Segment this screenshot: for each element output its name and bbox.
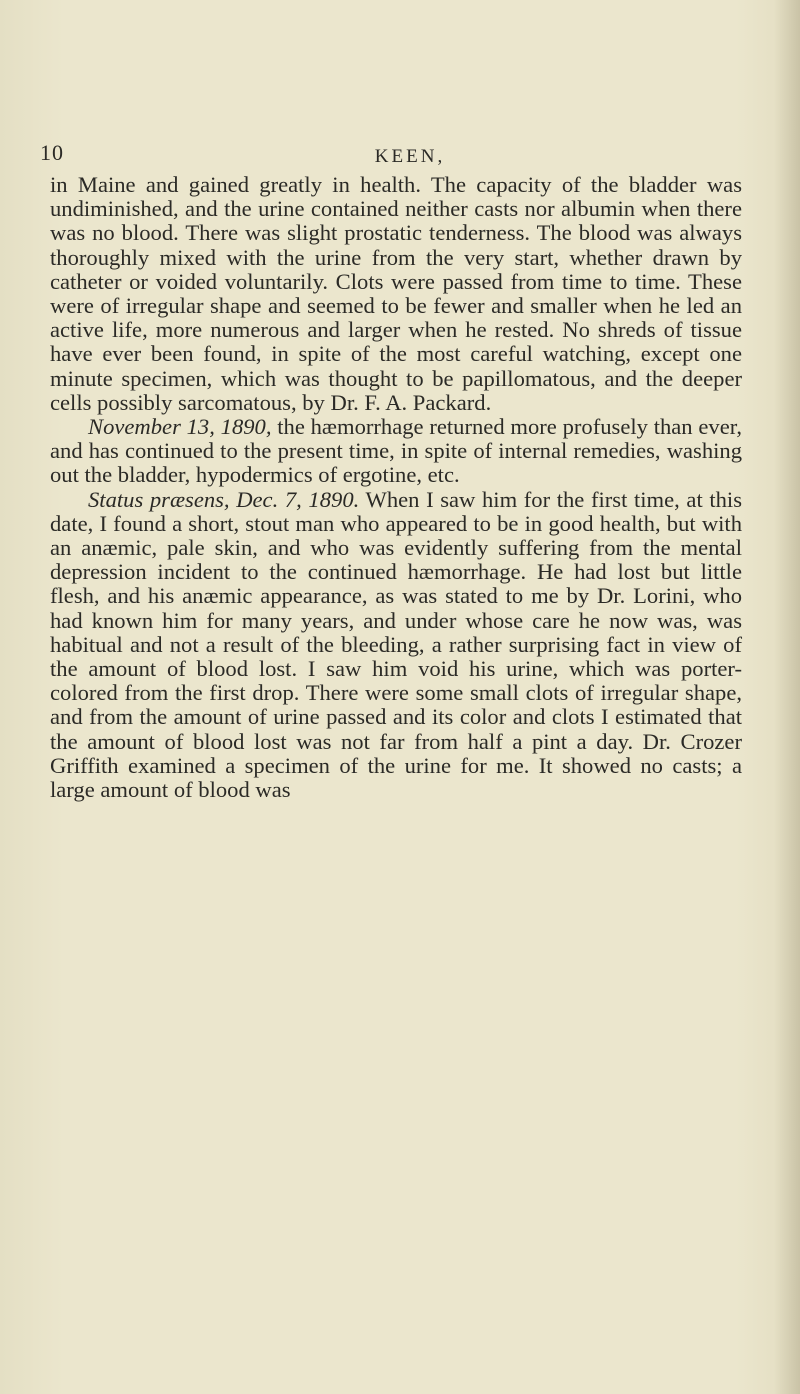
paragraph-continuation xyxy=(50,173,742,415)
paragraph-status-praesens xyxy=(50,488,742,803)
paragraph-lead-heading: Status præsens, Dec. 7, 1890. xyxy=(88,486,360,512)
paragraph-november xyxy=(50,415,742,488)
page-edge-shadow xyxy=(774,0,800,1394)
paragraph-text: in Maine and gained greatly in health. The capacity of the bladder was undiminished, and the urine contained neither casts nor albumin when there was no blood. There was slight prostatic tenderness. The blood was always thoroughly mixed with the urine from the very start, whether drawn by catheter or voided voluntarily. Clots were passed from time to time. These were of irregular shape and seemed to be fewer and smaller when he led an active life, more numerous and larger when he rested. No shreds of tissue have ever been found, in spite of the most careful watching, except one minute specimen, which was thought to be papillomatous, and the deeper cells possibly sarcomatous, by Dr. F. A. Packard. xyxy=(50,172,742,415)
running-head: KEEN, xyxy=(374,146,446,167)
paragraph-lead-date: November 13, 1890, xyxy=(88,414,272,440)
paragraph-text: the hæmorrhage returned more profusely than ever, and has continued to the present time, in spite of internal remedies, washing out the bladder, hypodermics of ergotine, etc. xyxy=(50,414,742,488)
page-header xyxy=(40,140,780,170)
page-number: 10 xyxy=(40,140,64,165)
paragraph-text: When I saw him for the first time, at this date, I found a short, stout man who appeared to be in good health, but with an anæmic, pale skin, and who was evidently suffering from the mental depression incident to the continued hæmorrhage. He had lost but little flesh, and his anæmic appearance, as was stated to me by Dr. Lorini, who had known him for many years, and under whose care he now was, was habitual and not a result of the bleeding, a rather surprising fact in view of the amount of blood lost. I saw him void his urine, which was porter-colored from the first drop. There were some small clots of irregular shape, and from the amount of urine passed and its color and clots I estimated that the amount of blood lost was not far from half a pint a day. Dr. Crozer Griffith examined a specimen of the urine for me. It showed no casts; a large amount of blood was xyxy=(50,486,742,803)
body-text xyxy=(50,173,742,802)
